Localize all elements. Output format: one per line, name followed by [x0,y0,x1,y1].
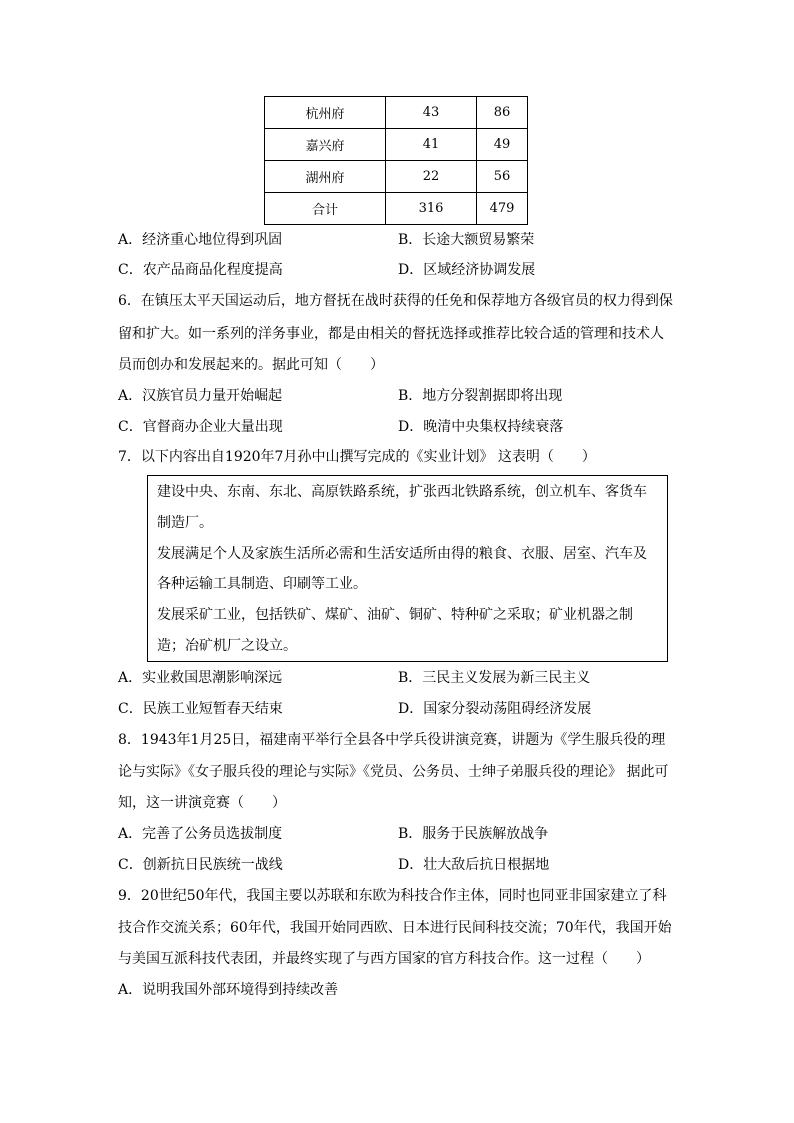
q8-stem-line: 知，这一讲演竞赛（ ） [118,795,286,811]
table-cell: 316 [386,193,477,225]
q6-option-b: B．地方分裂割据即将出现 [398,388,563,404]
q9-option-a: A．说明我国外部环境得到持续改善 [118,982,339,998]
q6-stem-line: 留和扩大。如一系列的洋务事业，都是由相关的督抚选择或推荐比较合适的管理和技术人 [118,326,664,342]
q7-stem: 7．以下内容出自1920年7月孙中山撰写完成的《实业计划》 这表明（ ） [118,449,596,465]
prefecture-table [264,96,528,225]
q7-material-line: 发展满足个人及家族生活所必需和生活安适所由得的粮食、衣服、居室、汽车及 [157,546,647,562]
q7-material-line: 发展采矿工业，包括铁矿、煤矿、油矿、铜矿、特种矿之采取；矿业机器之制 [157,607,633,623]
q6-stem-line: 员而创办和发展起来的。据此可知（ ） [118,357,384,373]
q7-material-box [147,475,668,662]
q7-material-line: 造；冶矿机厂之设立。 [157,638,297,654]
q9-stem-line: 技合作交流关系；60年代，我国开始同西欧、日本进行民间科技交流；70年代，我国开始 [118,920,672,936]
q5-option-c: C．农产品商品化程度提高 [118,262,283,278]
q7-material-line: 各种运输工具制造、印刷等工业。 [157,576,367,592]
q8-option-c: C．创新抗日民族统一战线 [118,857,283,873]
q8-stem-line: 论与实际》《女子服兵役的理论与实际》《党员、公务员、士绅子弟服兵役的理论》 据此可 [118,764,669,780]
q9-stem-line: 9．20世纪50年代，我国主要以苏联和东欧为科技合作主体，同时也同亚非国家建立了科 [118,888,667,904]
q8-option-d: D．壮大敌后抗日根据地 [398,857,550,873]
q7-option-d: D．国家分裂动荡阻碍经济发展 [398,701,592,717]
table-cell: 杭州府 [265,97,386,129]
table-cell: 49 [477,129,528,161]
table-cell: 86 [477,97,528,129]
q7-option-b: B．三民主义发展为新三民主义 [398,670,591,686]
q7-material-line: 制造厂。 [157,515,213,531]
table-cell: 41 [386,129,477,161]
table-cell: 56 [477,161,528,193]
q8-option-a: A．完善了公务员选拔制度 [118,826,283,842]
table-cell: 22 [386,161,477,193]
q5-option-a: A．经济重心地位得到巩固 [118,232,283,248]
q7-option-a: A．实业救国思潮影响深远 [118,670,283,686]
q5-option-d: D．区域经济协调发展 [398,262,536,278]
table-row [265,97,528,129]
table-cell: 43 [386,97,477,129]
table-cell: 合计 [265,193,386,225]
table-cell: 嘉兴府 [265,129,386,161]
q7-material-line: 建设中央、东南、东北、高原铁路系统，扩张西北铁路系统，创立机车、客货车 [157,484,647,500]
q6-option-d: D．晚清中央集权持续衰落 [398,419,564,435]
q8-option-b: B．服务于民族解放战争 [398,826,549,842]
table-row [265,193,528,225]
table-cell: 479 [477,193,528,225]
q9-stem-line: 与美国互派科技代表团，并最终实现了与西方国家的官方科技合作。这一过程（ ） [118,951,650,967]
q8-stem-line: 8．1943年1月25日，福建南平举行全县各中学兵役讲演竞赛，讲题为《学生服兵役的理 [118,732,666,748]
q5-option-b: B．长途大额贸易繁荣 [398,232,535,248]
q6-option-a: A．汉族官员力量开始崛起 [118,388,283,404]
table-row [265,161,528,193]
q6-option-c: C．官督商办企业大量出现 [118,419,283,435]
q6-stem-line: 6．在镇压太平天国运动后，地方督抚在战时获得的任免和保荐地方各级官员的权力得到保 [118,293,673,309]
q7-option-c: C．民族工业短暂春天结束 [118,701,283,717]
table-cell: 湖州府 [265,161,386,193]
table-row [265,129,528,161]
